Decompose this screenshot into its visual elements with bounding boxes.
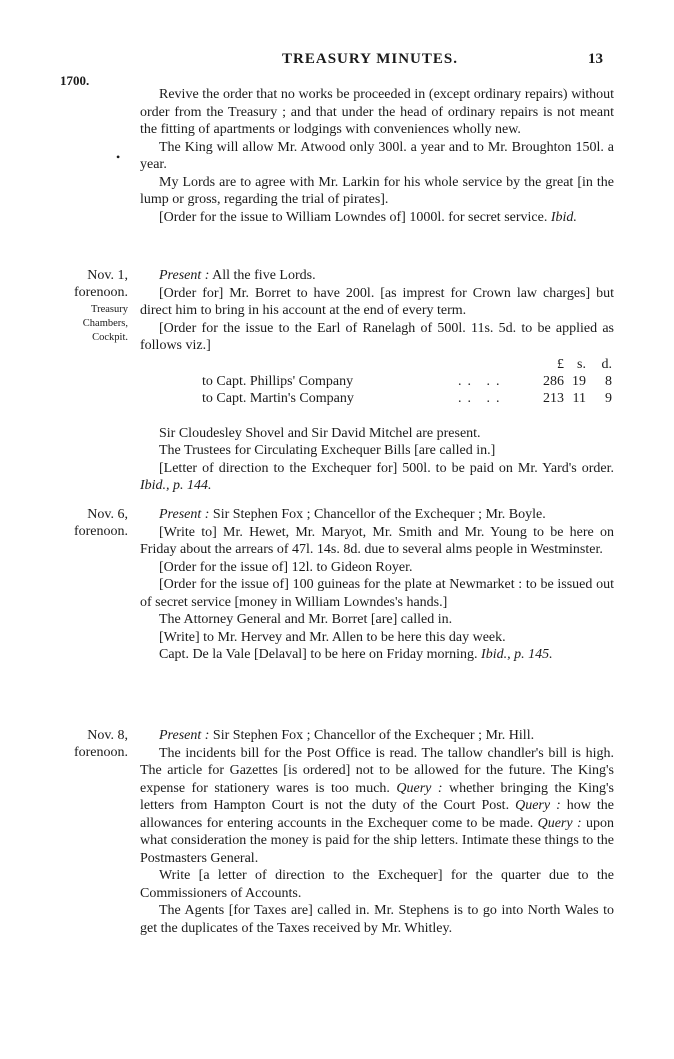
paragraph: [Write to] Mr. Hewet, Mr. Maryot, Mr. Smith and Mr. Young to be here on Friday about the arrears of 47l. 14s. 8d. due to several alms people in Westminster. xyxy=(140,524,614,557)
paragraph: Revive the order that no works be proceeded in (except ordinary repairs) without order from the Treasury ; and that under the head of ordinary repairs is not meant the fitting of apartments or lodgings with conveniences wholly new. xyxy=(140,87,614,137)
entry-nov-1 xyxy=(140,267,614,495)
paragraph: Present : Sir Stephen Fox ; Chancellor of the Exchequer ; Mr. Hill. xyxy=(159,728,535,743)
paragraph: Capt. De la Vale [Delaval] to be here on Friday morning. Ibid., p. 145. xyxy=(159,647,553,662)
paragraph: [Order for the issue to the Earl of Ranelagh of 500l. 11s. 5d. to be applied as follows viz.] xyxy=(140,320,614,353)
date-time: forenoon. xyxy=(73,524,128,539)
paragraph: Write [a letter of direction to the Exchequer] for the quarter due to the Commissioners of Accounts. xyxy=(140,868,614,901)
place-label: Treasury Chambers, Cockpit. xyxy=(82,304,128,343)
paragraph: Sir Cloudesley Shovel and Sir David Mitchel are present. xyxy=(159,425,481,441)
entry-date-nov-8 xyxy=(56,727,128,761)
margin-year: 1700. xyxy=(60,73,90,88)
paragraph: The King will allow Mr. Atwood only 300l. a year and to Mr. Broughton 150l. a year. xyxy=(140,139,614,172)
entry-nov-6 xyxy=(140,506,614,664)
paragraph: Present : Sir Stephen Fox ; Chancellor of the Exchequer ; Mr. Boyle. xyxy=(159,507,546,522)
paragraph: [Order for] Mr. Borret to have 200l. [as imprest for Crown law charges] but direct him to bring in his account at the end of every term. xyxy=(140,285,614,318)
paragraph: My Lords are to agree with Mr. Larkin for his whole service by the great [in the lump or gross, regarding the trial of pirates]. xyxy=(140,174,614,207)
entry-nov-8 xyxy=(140,727,614,937)
citation: Ibid., p. 144. xyxy=(140,478,212,493)
running-title: TREASURY MINUTES. xyxy=(282,51,458,67)
paragraph: [Write] to Mr. Hervey and Mr. Allen to be here this day week. xyxy=(159,629,506,645)
paragraph: [Order for the issue of] 100 guineas for the plate at Newmarket : to be issued out of secret service [money in William Lowndes's hands.] xyxy=(140,577,614,610)
entry-date-nov-1 xyxy=(56,267,128,345)
date-time: forenoon. xyxy=(73,745,128,760)
date-day: Nov. 1, xyxy=(87,268,128,283)
paragraph: The Agents [for Taxes are] called in. Mr. Stephens is to go into North Wales to get the duplicates of the Taxes received by Mr. Whitley. xyxy=(140,903,614,936)
entry-date-nov-6 xyxy=(56,506,128,540)
paragraph: The Trustees for Circulating Exchequer Bills [are called in.] xyxy=(159,443,496,458)
date-day: Nov. 6, xyxy=(87,507,128,522)
date-time: forenoon. xyxy=(73,285,128,300)
paragraph: Present : All the five Lords. xyxy=(159,268,316,283)
page-number: 13 xyxy=(588,51,603,67)
paragraph: [Order for the issue of] 12l. to Gideon Royer. xyxy=(159,559,413,575)
margin-mark: • xyxy=(116,150,121,164)
table-header-row: £ s. d. xyxy=(557,356,612,372)
accounts-table xyxy=(140,356,614,407)
table-row: to Capt. Phillips' Company .. .. 286 19 8 xyxy=(202,373,612,389)
paragraph: [Letter of direction to the Exchequer for] 500l. to be paid on Mr. Yard's order. Ibid., p. 144. xyxy=(140,460,614,493)
citation: Ibid., p. 145. xyxy=(481,647,553,662)
paragraph: The Attorney General and Mr. Borret [are] called in. xyxy=(159,612,453,627)
paragraph: [Order for the issue to William Lowndes of] 1000l. for secret service. Ibid. xyxy=(159,209,577,225)
citation: Ibid. xyxy=(550,209,577,225)
paragraph: The incidents bill for the Post Office is read. The tallow chandler's bill is high. The article for Gazettes [is ordered] not to be allowed for the future. The King's expense for stationery wares is too much. Query : whether bringing the King's letters from Hampton Court is not the duty of the Court Post. Query : how the allowances for entering accounts in the Exchequer come to be made. Query : upon what consideration the money is paid for the ship letters. Intimate these things to the Postmasters General. xyxy=(140,745,615,866)
table-row: to Capt. Martin's Company .. .. 213 11 9 xyxy=(202,390,612,406)
entry-continuation xyxy=(140,86,614,226)
date-day: Nov. 8, xyxy=(87,728,128,743)
